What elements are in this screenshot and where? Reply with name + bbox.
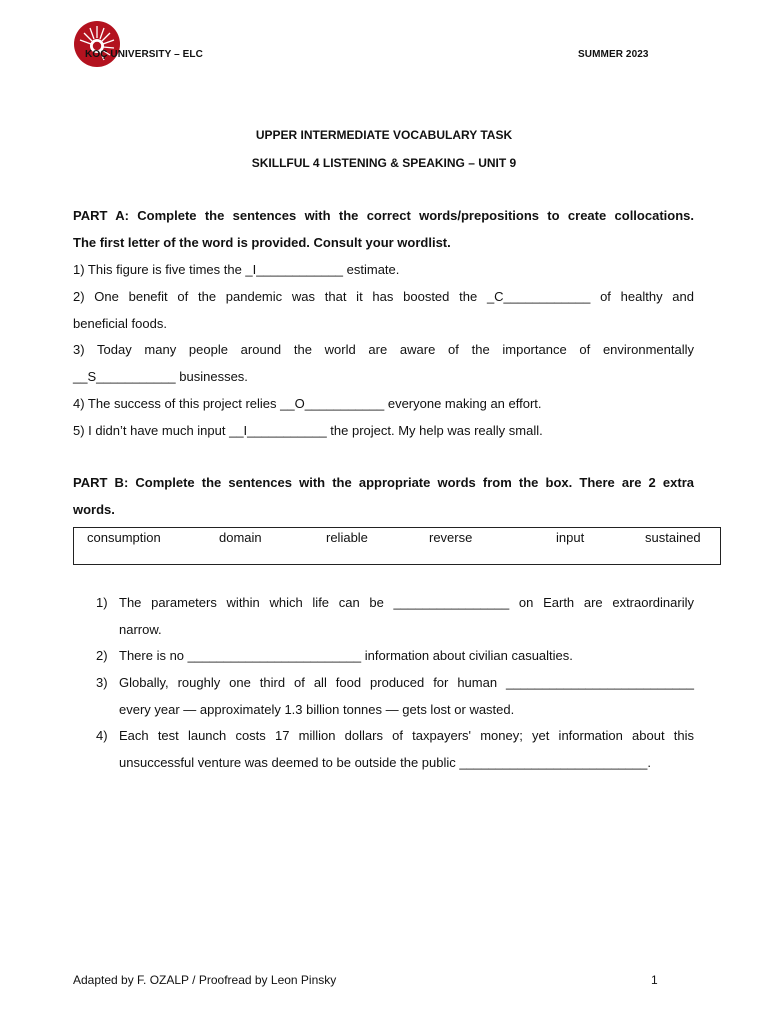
part-a-line: beneficial foods. <box>73 316 167 331</box>
word-box-item: reliable <box>326 530 368 545</box>
word-box <box>73 527 721 565</box>
item-line: Globally, roughly one third of all food produced for human __________________________ <box>119 675 694 690</box>
footer-credit: Adapted by F. OZALP / Proofread by Leon Pinsky <box>73 973 337 987</box>
item-number: 4) <box>96 728 108 743</box>
part-a-instructions-cont: The first letter of the word is provided. Consult your wordlist. <box>73 235 451 250</box>
part-a-line: 1) This figure is five times the _I____________ estimate. <box>73 262 400 277</box>
koc-university-logo <box>73 20 121 68</box>
page-number: 1 <box>651 973 658 987</box>
part-a-instructions: PART A: Complete the sentences with the correct words/prepositions to create collocations. <box>73 208 694 223</box>
word-box-item: sustained <box>645 530 701 545</box>
word-box-item: consumption <box>87 530 161 545</box>
part-b-instructions: PART B: Complete the sentences with the appropriate words from the box. There are 2 extra <box>73 475 694 490</box>
word-box-item: domain <box>219 530 262 545</box>
unit-title: SKILLFUL 4 LISTENING & SPEAKING – UNIT 9 <box>251 156 517 170</box>
item-line: unsuccessful venture was deemed to be outside the public __________________________. <box>119 755 651 770</box>
item-number: 2) <box>96 648 108 663</box>
part-a-line: 3) Today many people around the world are aware of the importance of environmentally <box>73 342 694 357</box>
item-line: every year — approximately 1.3 billion tonnes — gets lost or wasted. <box>119 702 515 717</box>
item-line: The parameters within which life can be ________________ on Earth are extraordinarily <box>119 595 694 610</box>
word-box-item: input <box>556 530 585 545</box>
item-line: There is no ________________________ information about civilian casualties. <box>119 648 573 663</box>
part-a-line: 2) One benefit of the pandemic was that it has boosted the _C____________ of healthy and <box>73 289 694 304</box>
item-number: 1) <box>96 595 108 610</box>
part-b-instructions-cont: words. <box>73 502 115 517</box>
term-label: SUMMER 2023 <box>578 49 649 60</box>
item-number: 3) <box>96 675 108 690</box>
institution-label: KOÇ UNIVERSITY – ELC <box>85 49 203 60</box>
item-line: Each test launch costs 17 million dollars of taxpayers' money; yet information about this <box>119 728 694 743</box>
word-box-item: reverse <box>429 530 473 545</box>
part-a-line: 4) The success of this project relies __O___________ everyone making an effort. <box>73 396 542 411</box>
part-a-line: 5) I didn’t have much input __I___________ the project. My help was really small. <box>73 423 543 438</box>
item-line: narrow. <box>119 622 162 637</box>
part-a-line: __S___________ businesses. <box>73 369 248 384</box>
task-title: UPPER INTERMEDIATE VOCABULARY TASK <box>255 128 513 142</box>
